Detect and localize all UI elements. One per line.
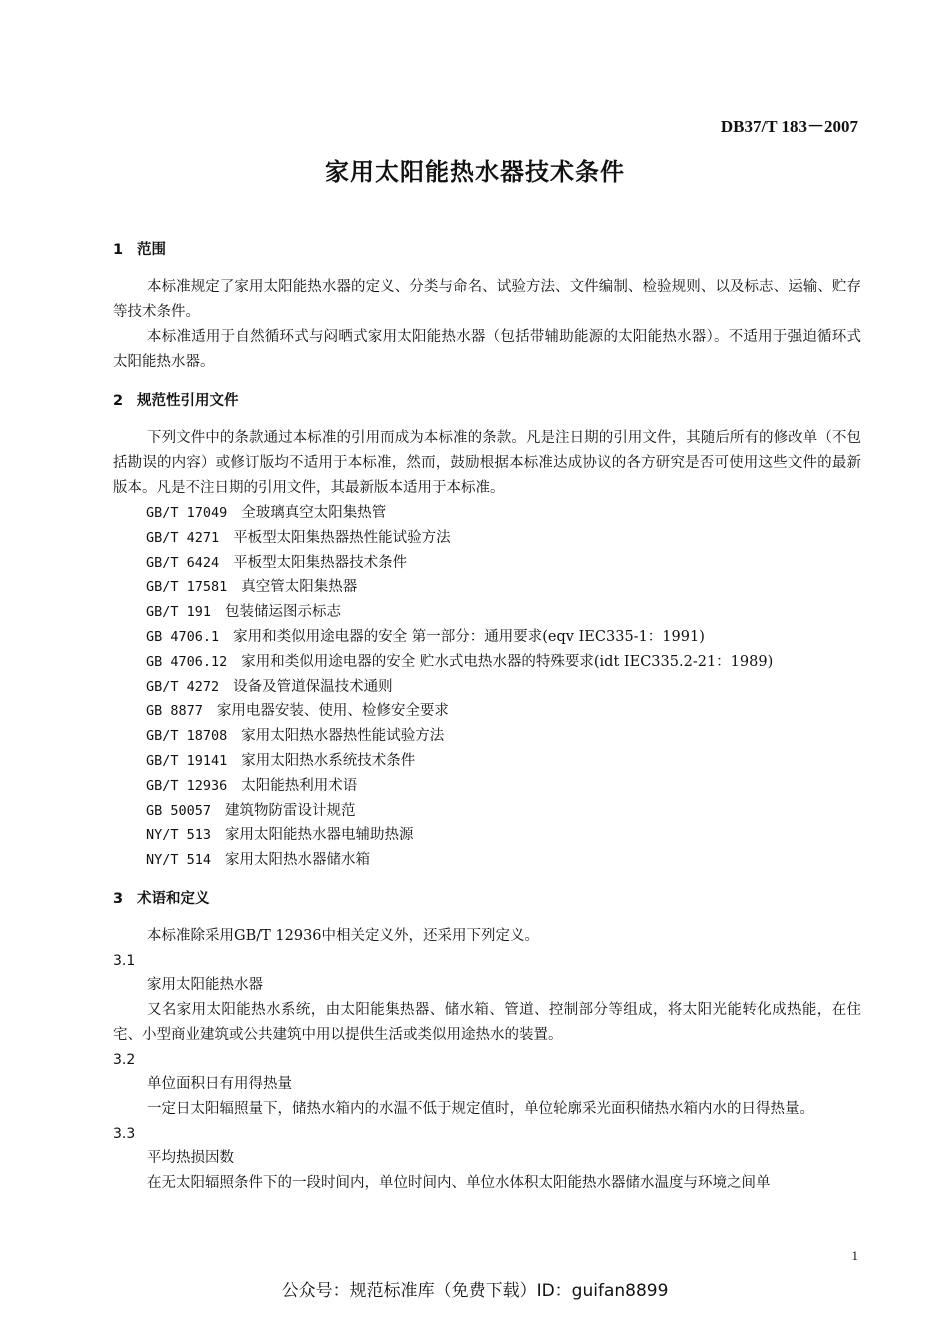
section-heading-2: [113, 389, 861, 414]
reference-code: GB/T 19141: [146, 752, 228, 769]
section-number: 3: [113, 890, 124, 907]
reference-item: [113, 774, 861, 799]
reference-item: [113, 551, 861, 576]
reference-title: 家用和类似用途电器的安全 第一部分：通用要求(eqv IEC335-1：1991): [233, 628, 705, 645]
reference-title: 家用太阳热水系统技术条件: [241, 752, 416, 769]
term-definition: 一定日太阳辐照量下，储热水箱内的水温不低于规定值时，单位轮廓采光面积储热水箱内水的日得热量。: [147, 1100, 814, 1117]
reference-item: [113, 699, 861, 724]
reference-code: GB/T 18708: [146, 728, 228, 745]
reference-title: 全玻璃真空太阳集热管: [241, 505, 387, 521]
term-name: 单位面积日有用得热量: [147, 1075, 292, 1092]
reference-code: GB/T 17049: [146, 505, 228, 521]
reference-item: [113, 501, 861, 526]
reference-title: 家用和类似用途电器的安全 贮水式电热水器的特殊要求(idt IEC335.2-21：1989): [241, 653, 774, 670]
reference-item: [113, 724, 861, 749]
reference-item: [113, 575, 861, 600]
reference-list: [113, 501, 861, 873]
reference-code: NY/T 513: [146, 827, 212, 844]
reference-item: [113, 848, 861, 873]
reference-title: 家用电器安装、使用、检修安全要求: [216, 703, 449, 720]
reference-title: 包装储运图示标志: [225, 604, 342, 621]
reference-code: GB/T 17581: [146, 579, 228, 596]
term-definition: 在无太阳辐照条件下的一段时间内，单位时间内、单位水体积太阳能热水器储水温度与环境之间单: [147, 1174, 771, 1191]
term-name: 家用太阳能热水器: [147, 976, 263, 993]
reference-code: NY/T 514: [146, 852, 212, 869]
reference-item: [113, 526, 861, 551]
document-title: 家用太阳能热水器技术条件: [325, 158, 625, 186]
standard-code: DB37/T 183－2007: [720, 117, 858, 136]
reference-item: [113, 823, 861, 848]
reference-title: 平板型太阳集热器技术条件: [233, 554, 408, 571]
reference-title: 平板型太阳集热器热性能试验方法: [233, 529, 451, 546]
term-number: 3.1: [113, 952, 136, 969]
reference-item: [113, 749, 861, 774]
section-number: 2: [113, 393, 124, 409]
section-number: 1: [113, 242, 124, 258]
section-title: 规范性引用文件: [137, 393, 239, 409]
reference-item: [113, 799, 861, 824]
reference-code: GB/T 4272: [146, 678, 220, 695]
reference-item: [113, 625, 861, 650]
footer-watermark: 公众号：规范标准库（免费下载）ID：guifan8899: [281, 1281, 669, 1301]
term-name: 平均热损因数: [147, 1149, 234, 1166]
section-heading-1: [113, 238, 861, 263]
term-number: 3.3: [113, 1125, 136, 1142]
section-title: 范围: [137, 242, 166, 258]
reference-title: 家用太阳热水器热性能试验方法: [241, 728, 445, 745]
paragraph: 本标准适用于自然循环式与闷晒式家用太阳能热水器（包括带辅助能源的太阳能热水器）。不适用于强迫循环式太阳能热水器。: [113, 329, 861, 370]
reference-code: GB 4706.12: [146, 653, 228, 670]
reference-title: 设备及管道保温技术通则: [233, 678, 393, 695]
reference-code: GB 50057: [146, 802, 212, 819]
reference-code: GB/T 191: [146, 604, 212, 621]
reference-code: GB/T 6424: [146, 554, 220, 571]
term-definition: 又名家用太阳能热水系统，由太阳能集热器、储水箱、管道、控制部分等组成，将太阳光能转化成热能，在住宅、小型商业建筑或公共建筑中用以提供生活或类似用途热水的装置。: [113, 1001, 861, 1043]
reference-code: GB/T 4271: [146, 529, 220, 546]
document-body: [113, 238, 861, 1196]
reference-title: 家用太阳热水器储水箱: [225, 852, 371, 869]
reference-item: [113, 675, 861, 700]
reference-item: [113, 600, 861, 625]
reference-title: 真空管太阳集热器: [241, 579, 358, 596]
page-number: 1: [851, 1248, 858, 1263]
paragraph: 本标准除采用GB/T 12936中相关定义外，还采用下列定义。: [147, 927, 540, 944]
reference-code: GB 4706.1: [146, 628, 220, 645]
reference-code: GB/T 12936: [146, 777, 228, 794]
reference-code: GB 8877: [146, 703, 203, 720]
reference-title: 家用太阳能热水器电辅助热源: [225, 827, 414, 844]
paragraph: 本标准规定了家用太阳能热水器的定义、分类与命名、试验方法、文件编制、检验规则、以及标志、运输、贮存等技术条件。: [113, 279, 861, 320]
section-title: 术语和定义: [137, 890, 210, 907]
term-number: 3.2: [113, 1051, 136, 1068]
reference-title: 建筑物防雷设计规范: [225, 802, 356, 819]
reference-item: [113, 650, 861, 675]
reference-title: 太阳能热利用术语: [241, 777, 358, 794]
section-heading-3: [113, 887, 861, 912]
paragraph: 下列文件中的条款通过本标准的引用而成为本标准的条款。凡是注日期的引用文件，其随后所有的修改单（不包括勘误的内容）或修订版均不适用于本标准，然而，鼓励根据本标准达成协议的各方研究是否可使用这些文件的最新版本。凡是不注日期的引用文件，其最新版本适用于本标准。: [113, 430, 861, 496]
